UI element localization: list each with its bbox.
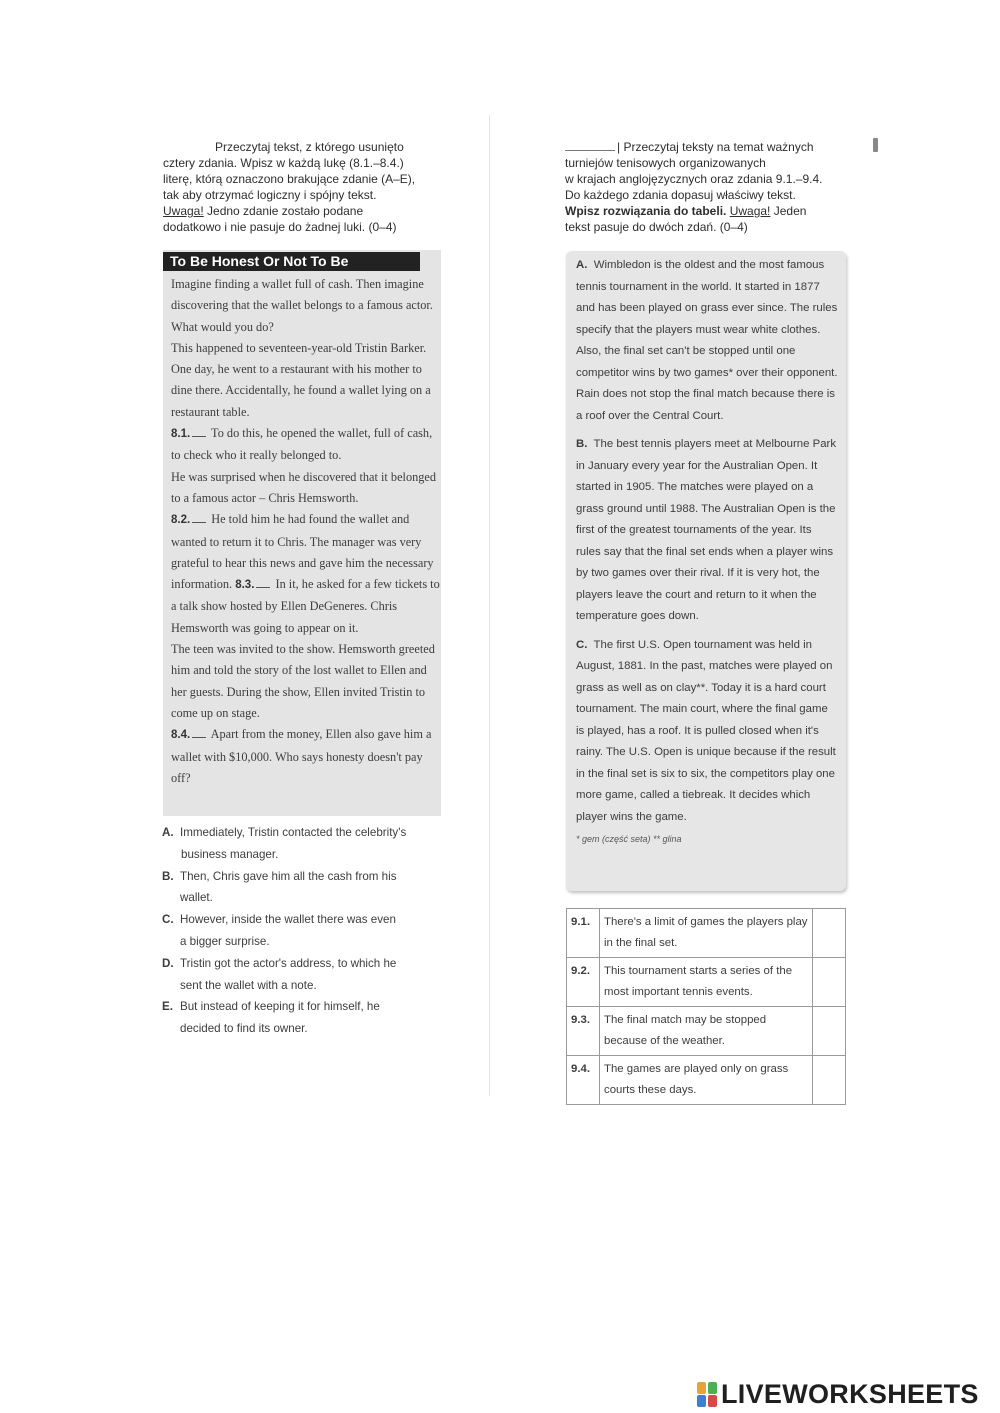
option-line: Immediately, Tristin contacted the celebrity's: [180, 826, 407, 839]
table-row: [567, 1056, 846, 1105]
option-letter: E.: [162, 1000, 173, 1014]
answer-cell-9-3[interactable]: [813, 1007, 846, 1056]
text-body: The best tennis players meet at Melbourne Park in January every year for the Australian Open. It started in 1905. The matches were played on a grass ground until 1988. The Australian Open is the first of the greatest tournaments of the year. Its rules say that the final set ends when a player wins by two games over their rival. If it is very hot, the players leave the court and return to it when the temperature goes down.: [576, 438, 837, 622]
story-paragraph: [171, 724, 441, 789]
option-letter: C.: [162, 913, 174, 927]
gap-label-8-4: 8.4.: [171, 729, 191, 742]
logo-square: [697, 1382, 706, 1394]
task9-instruction-line: tekst pasuje do dwóch zdań. (0–4): [565, 220, 748, 234]
task8-instruction-line: [163, 203, 453, 219]
gap-8-3-blank[interactable]: [256, 578, 270, 588]
task8-instruction: [163, 139, 453, 235]
uwaga-label: Uwaga!: [163, 204, 204, 218]
table-row: [567, 909, 846, 958]
option-text: [180, 866, 462, 910]
uwaga-label: Uwaga!: [729, 204, 771, 218]
footnote: * gem (część seta) ** glina: [576, 834, 682, 844]
option-line: sent the wallet with a note.: [180, 978, 317, 992]
text-b: [576, 434, 838, 628]
option-letter: B.: [162, 869, 174, 883]
logo-square: [708, 1395, 717, 1407]
option-line: Tristin got the actor's address, to which he: [180, 956, 397, 970]
task8-instruction-line: cztery zdania. Wpisz w każdą lukę (8.1.–8.4.): [163, 156, 404, 170]
task8-instruction-line: literę, którą oznaczono brakujące zdanie (A–E),: [163, 172, 416, 186]
story-sentence: He told him he had found the wallet and wanted to return it to Chris. The manager was very grateful to hear this news and gave him the necessary information.: [171, 512, 434, 592]
task8-instruction-line: Przeczytaj tekst, z którego usunięto: [215, 140, 404, 154]
task8-instruction-line: dodatkowo i nie pasuje do żadnej luki. (0–4): [163, 220, 397, 234]
story-paragraph: Imagine finding a wallet full of cash. Then imagine discovering that the wallet belongs to a famous actor. What would you do?: [171, 277, 433, 334]
table-row: [567, 958, 846, 1007]
gap-label-8-3: 8.3.: [235, 579, 255, 592]
table-row: [567, 1007, 846, 1056]
gap-8-4-blank[interactable]: [192, 728, 206, 738]
option-line: However, inside the wallet there was even: [180, 913, 396, 927]
option-c: [162, 909, 462, 953]
texts-content: [576, 255, 838, 846]
option-text: [180, 996, 462, 1040]
option-line: But instead of keeping it for himself, he: [180, 1000, 380, 1014]
statement-number: 9.2.: [567, 958, 600, 1007]
statement-text: The final match may be stopped because of the weather.: [600, 1007, 813, 1056]
liveworksheets-wordmark: LIVEWORKSHEETS: [721, 1378, 979, 1409]
text-label: A.: [576, 259, 588, 271]
story-sentence: he asked for a few tickets to a talk show hosted by Ellen DeGeneres. Chris Hemsworth was going to appear on it.: [171, 577, 440, 635]
option-line: Then, Chris gave him all the cash from his: [180, 869, 397, 883]
text-body: Wimbledon is the oldest and the most famous tennis tournament in the world. It started in 1877 and has been played on grass ever since. The rules specify that the players must wear white clothes. Also, the final set can't be stopped until one competitor wins by two games* over their opponent. Rain does not stop the final match because there is a roof over the Central Court.: [576, 259, 838, 422]
logo-square: [708, 1382, 717, 1394]
option-d: [162, 953, 462, 997]
gap-label-8-1: 8.1.: [171, 428, 191, 441]
task9-instruction-line: Do każdego zdania dopasuj właściwy tekst.: [565, 188, 796, 202]
statement-text: There's a limit of games the players play in the final set.: [600, 909, 813, 958]
task9-instruction-line: [565, 203, 865, 219]
statement-text: The games are played only on grass courts these days.: [600, 1056, 813, 1105]
option-line: a bigger surprise.: [180, 934, 270, 948]
story-sentence: To do this, he opened the wallet, full of cash, to check who it really belonged to.: [171, 426, 433, 463]
text-label: C.: [576, 638, 588, 651]
story-paragraph: He was surprised when he discovered that it belonged to a famous actor – Chris Hemsworth.: [171, 469, 436, 505]
story-paragraph: This happened to seventeen-year-old Tristin Barker. One day, he went to a restaurant with his mother to dine there. Accidentally, he found a wallet lying on a restaurant table.: [171, 340, 431, 419]
text-a: [576, 255, 838, 427]
text-label: B.: [576, 438, 588, 450]
logo-square: [697, 1395, 706, 1407]
story-paragraph: [171, 423, 441, 467]
uwaga-text: Jeden: [773, 204, 807, 218]
task9-instruction-text: Wpisz rozwiązania do tabeli.: [565, 204, 727, 218]
story-title: To Be Honest Or Not To Be: [163, 252, 420, 271]
option-a: [162, 822, 462, 866]
statement-number: 9.3.: [567, 1007, 600, 1056]
gap-8-2-blank[interactable]: [192, 513, 206, 523]
gap-8-1-blank[interactable]: [192, 427, 206, 437]
statement-number: 9.1.: [567, 909, 600, 958]
answer-cell-9-4[interactable]: [813, 1056, 846, 1105]
task-number-blank: [565, 140, 615, 151]
option-letter: A.: [162, 826, 174, 839]
option-text: [180, 909, 462, 953]
story-text: [171, 274, 441, 789]
option-line: decided to find its owner.: [180, 1022, 308, 1036]
answer-table: [566, 908, 846, 1105]
answer-cell-9-1[interactable]: [813, 909, 846, 958]
page-edge-mark: [873, 138, 878, 152]
story-paragraph: The teen was invited to the show. Hemsworth greeted him and told the story of the lost wallet to Ellen and her guests. During the show, Ellen invited Tristin to come up on stage.: [171, 642, 435, 720]
option-line: business manager.: [181, 847, 279, 861]
task9-instruction: [565, 139, 865, 235]
column-divider: [489, 115, 490, 1095]
option-text: [180, 822, 462, 866]
text-body: The first U.S. Open tournament was held in August, 1881. In the past, matches were played on grass as well as on clay**. Today it is a hard court tournament. The main court, where the final game is played, has a roof. It is pulled closed when it's rainy. The U.S. Open is unique because if the result in the final set is six to six, the competitors play one more game, called a tiebreak. It decides which player wins the game.: [576, 638, 836, 823]
liveworksheets-logo-icon: [697, 1380, 719, 1408]
option-letter: D.: [162, 956, 174, 970]
uwaga-text: Jedno zdanie zostało podane: [207, 204, 364, 218]
task9-instruction-line: turniejów tenisowych organizowanych: [565, 156, 766, 170]
task9-instruction-text: Przeczytaj teksty na temat ważnych: [623, 140, 814, 154]
options-list: [162, 822, 462, 1040]
story-paragraph: [171, 509, 441, 639]
story-sentence: In it,: [275, 577, 299, 592]
liveworksheets-logo: [697, 1378, 979, 1410]
answer-cell-9-2[interactable]: [813, 958, 846, 1007]
statement-text: This tournament starts a series of the most important tennis events.: [600, 958, 813, 1007]
option-line: wallet.: [180, 891, 213, 905]
text-c: [576, 635, 838, 829]
task9-instruction-line: w krajach anglojęzycznych oraz zdania 9.1.–9.4.: [565, 172, 823, 186]
story-sentence: Apart from the money, Ellen also gave him a wallet with $10,000. Who says honesty doesn't pay off?: [171, 727, 432, 785]
option-b: [162, 866, 462, 910]
task8-instruction-line: tak aby otrzymać logiczny i spójny tekst.: [163, 188, 377, 202]
gap-label-8-2: 8.2.: [171, 514, 191, 527]
statement-number: 9.4.: [567, 1056, 600, 1105]
option-e: [162, 996, 462, 1040]
option-text: [180, 953, 462, 997]
task9-instruction-line: | Przeczytaj teksty na temat ważnych: [565, 139, 865, 155]
